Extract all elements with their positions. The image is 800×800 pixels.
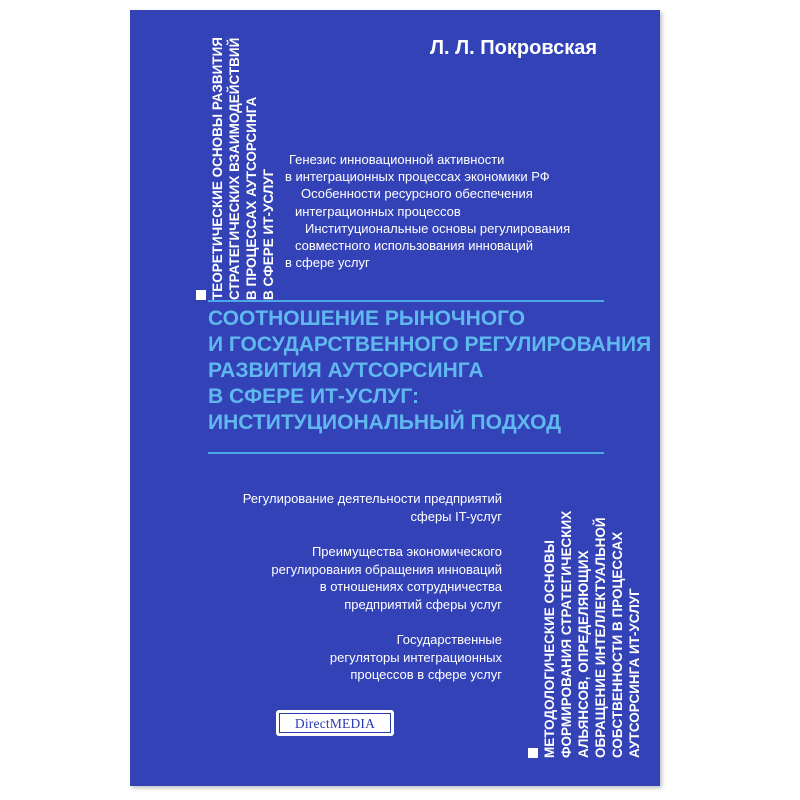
spine-right-line: МЕТОДОЛОГИЧЕСКИЕ ОСНОВЫ [542, 540, 557, 758]
bullet-square-icon [196, 290, 206, 300]
topic-line: процессов в сфере услуг [350, 667, 502, 682]
spine-left-line: ТЕОРЕТИЧЕСКИЕ ОСНОВЫ РАЗВИТИЯ [210, 37, 225, 300]
topic-block [190, 631, 502, 684]
book-title [208, 306, 651, 436]
topic-line: предприятий сферы услуг [344, 596, 502, 612]
title-line: В СФЕРЕ ИТ-УСЛУГ: [208, 385, 419, 408]
intro-line: в интеграционных процессах экономики РФ [285, 169, 550, 185]
topic-line: в отношениях сотрудничества [319, 579, 502, 594]
intro-topics [285, 151, 570, 271]
spine-left-line: СТРАТЕГИЧЕСКИХ ВЗАИМОДЕЙСТВИЙ [227, 37, 242, 300]
bullet-square-icon [528, 748, 538, 758]
intro-line: совместного использования инноваций [295, 238, 534, 254]
topic-line: сферы IT-услуг [410, 508, 502, 524]
spine-left-line: В ПРОЦЕССАХ АУТСОРСИНГА [244, 96, 259, 300]
topic-line: Государственные [396, 632, 502, 647]
publisher-name: DirectMEDIA [279, 713, 391, 733]
publisher-logo [276, 710, 394, 736]
intro-line: Институциональные основы регулирования [305, 220, 571, 236]
intro-line: Особенности ресурсного обеспечения [301, 186, 533, 202]
intro-line: интеграционных процессов [295, 203, 461, 219]
topic-line: Преимущества экономического [311, 544, 502, 559]
title-rule-bottom [208, 452, 604, 454]
spine-right-line: ФОРМИРОВАНИЯ СТРАТЕГИЧЕСКИХ [559, 510, 574, 758]
spine-text-left [192, 18, 277, 300]
topic-line: регулирования обращения инноваций [271, 561, 502, 577]
topic-block [190, 543, 502, 613]
title-line: И ГОСУДАРСТВЕННОГО РЕГУЛИРОВАНИЯ [208, 333, 652, 356]
spine-left-line: В СФЕРЕ ИТ-УСЛУГ [261, 168, 276, 300]
title-line: СООТНОШЕНИЕ РЫНОЧНОГО [208, 307, 526, 330]
title-line: РАЗВИТИЯ АУТСОРСИНГА [208, 359, 484, 382]
spine-right-line: АУТСОРСИНГА ИТ-УСЛУГ [627, 588, 642, 758]
topic-line: Регулирование деятельности предприятий [242, 491, 502, 506]
author-name: Л. Л. Покровская [430, 37, 598, 59]
spine-text-right [524, 496, 643, 758]
topic-block [190, 490, 502, 525]
spine-right-line: ОБРАЩЕНИЕ ИНТЕЛЛЕКТУАЛЬНОЙ [593, 517, 608, 758]
intro-line: Генезис инновационной активности [289, 152, 505, 167]
book-cover [130, 10, 660, 786]
spine-right-line: АЛЬЯНСОВ, ОПРЕДЕЛЯЮЩИХ [576, 550, 591, 758]
title-rule-top [208, 300, 604, 302]
chapter-topics [190, 490, 502, 702]
topic-line: регуляторы интеграционных [329, 649, 502, 665]
spine-right-line: СОБСТВЕННОСТИ В ПРОЦЕССАХ [610, 531, 625, 758]
intro-line: в сфере услуг [285, 255, 370, 271]
title-line: ИНСТИТУЦИОНАЛЬНЫЙ ПОДХОД [208, 411, 562, 434]
